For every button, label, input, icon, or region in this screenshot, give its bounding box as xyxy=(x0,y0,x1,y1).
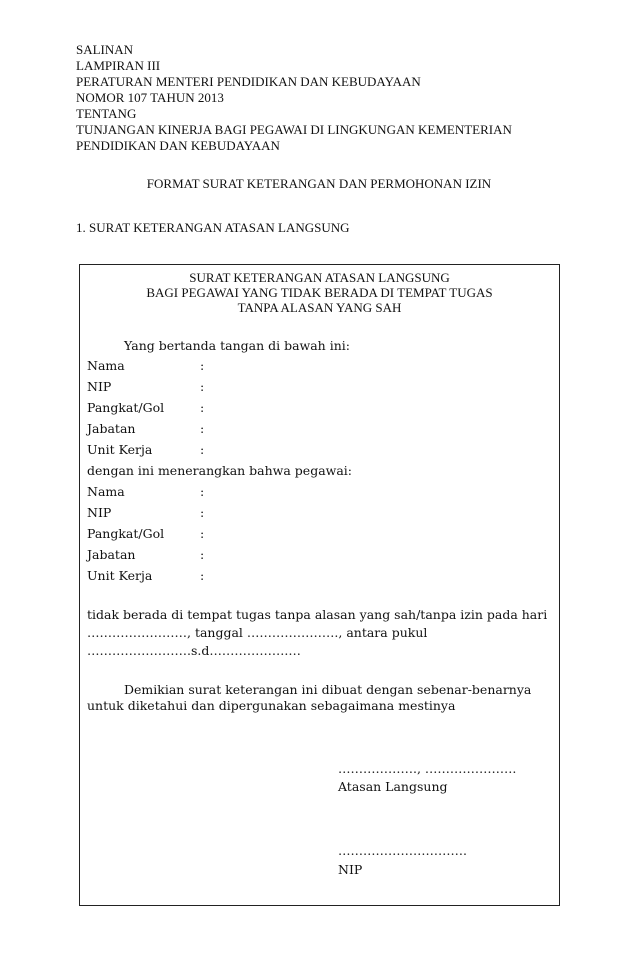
header-line: NOMOR 107 TAHUN 2013 xyxy=(76,90,224,105)
field-colon: : xyxy=(200,358,205,373)
closing-line: Demikian surat keterangan ini dibuat dengan sebenar-benarnya xyxy=(124,682,532,697)
header-line: SALINAN xyxy=(76,42,134,57)
place-date: ………………., …………………. xyxy=(338,761,517,776)
field-colon: : xyxy=(200,442,205,457)
field-colon: : xyxy=(200,379,205,394)
field-colon: : xyxy=(200,526,205,541)
statement-line: …………………….s.d……………….… xyxy=(87,643,301,658)
field-colon: : xyxy=(200,547,205,562)
letter-title-line: SURAT KETERANGAN ATASAN LANGSUNG xyxy=(189,270,450,285)
field-label-jabatan: Jabatan xyxy=(87,421,136,436)
field-label-pangkat: Pangkat/Gol xyxy=(87,400,165,415)
letter-title xyxy=(80,270,559,315)
field-label-nama: Nama xyxy=(87,484,125,499)
field-label-pangkat: Pangkat/Gol xyxy=(87,526,165,541)
header-line: TUNJANGAN KINERJA BAGI PEGAWAI DI LINGKUNGAN KEMENTERIAN xyxy=(76,122,512,137)
letter-form-box xyxy=(79,264,560,906)
field-colon: : xyxy=(200,421,205,436)
signer-title: Atasan Langsung xyxy=(338,779,448,794)
field-colon: : xyxy=(200,505,205,520)
statement-line: ……………………, tanggal …………………., antara pukul xyxy=(87,625,428,640)
header-line: TENTANG xyxy=(76,106,137,121)
field-label-unit-kerja: Unit Kerja xyxy=(87,568,153,583)
letter-title-line: TANPA ALASAN YANG SAH xyxy=(237,300,402,315)
field-label-jabatan: Jabatan xyxy=(87,547,136,562)
field-colon: : xyxy=(200,484,205,499)
field-colon: : xyxy=(200,400,205,415)
letter-title-line: BAGI PEGAWAI YANG TIDAK BERADA DI TEMPAT TUGAS xyxy=(146,285,493,300)
field-label-unit-kerja: Unit Kerja xyxy=(87,442,153,457)
format-title: FORMAT SURAT KETERANGAN DAN PERMOHONAN IZIN xyxy=(146,176,492,191)
header-line: LAMPIRAN III xyxy=(76,58,161,73)
section-title: 1. SURAT KETERANGAN ATASAN LANGSUNG xyxy=(76,220,350,235)
nip-label: NIP xyxy=(338,862,363,877)
field-label-nip: NIP xyxy=(87,379,112,394)
field-label-nama: Nama xyxy=(87,358,125,373)
field-colon: : xyxy=(200,568,205,583)
intro-text: Yang bertanda tangan di bawah ini: xyxy=(124,338,350,353)
middle-text: dengan ini menerangkan bahwa pegawai: xyxy=(87,463,353,478)
field-label-nip: NIP xyxy=(87,505,112,520)
header-line: PERATURAN MENTERI PENDIDIKAN DAN KEBUDAYAAN xyxy=(76,74,421,89)
header-line: PENDIDIKAN DAN KEBUDAYAAN xyxy=(76,138,280,153)
signature-line: …………………………. xyxy=(338,843,467,858)
closing-line: untuk diketahui dan dipergunakan sebagaimana mestinya xyxy=(87,698,456,713)
document-header xyxy=(76,42,512,154)
statement-line: tidak berada di tempat tugas tanpa alasan yang sah/tanpa izin pada hari xyxy=(87,607,548,622)
